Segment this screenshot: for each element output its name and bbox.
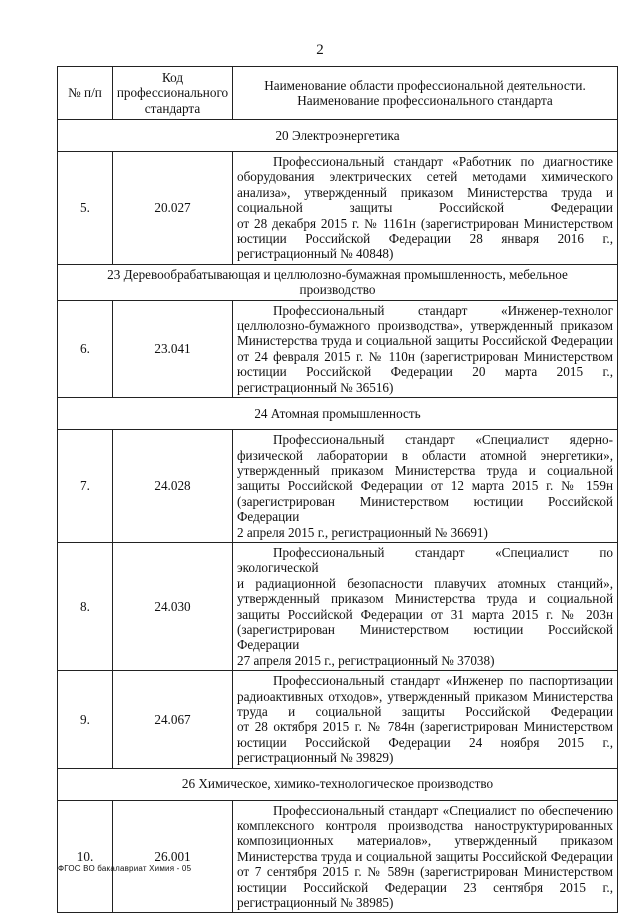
section-row: [58, 264, 618, 300]
desc-line: композиционных материалов», утвержденный приказом: [237, 833, 613, 849]
table-row: [58, 300, 618, 397]
row-number: 9.: [58, 671, 113, 768]
desc-line: (зарегистрирован Министерством юстиции Российской Федерации: [237, 621, 613, 653]
desc-line: физической лаборатории в области атомной энергетики»,: [237, 447, 613, 463]
desc-line: Профессиональный стандарт «Специалист по обеспечению: [273, 802, 613, 818]
desc-line: Профессиональный стандарт «Работник по диагностике: [273, 154, 613, 169]
desc-line: Профессиональный стандарт «Инженер по паспортизации: [273, 673, 613, 689]
page-number: 2: [316, 42, 324, 58]
standard-description: [233, 800, 618, 913]
desc-line: юстиции Российской Федерации 28 января 2016 г.,: [237, 231, 613, 247]
standard-code: 24.030: [113, 542, 233, 670]
table-header-row: [58, 67, 618, 120]
desc-line: Министерства труда и социальной защиты Российской Федерации: [237, 848, 613, 864]
standard-code: 20.027: [113, 152, 233, 265]
desc-line: оборудования электрических сетей методами химического: [237, 169, 613, 185]
desc-line: радиоактивных отходов», утвержденный приказом Министерства: [237, 688, 613, 704]
desc-line: от 7 сентября 2015 г. № 589н (зарегистрирован Министерством: [237, 864, 613, 880]
desc-line: (зарегистрирован Министерством юстиции Российской Федерации: [237, 493, 613, 525]
desc-line: утвержденный приказом Министерства труда и социальной: [237, 462, 613, 478]
standard-code: 26.001: [113, 800, 233, 913]
standard-code: 24.067: [113, 671, 233, 768]
desc-line: Министерства труда и социальной защиты Российской Федерации: [237, 333, 613, 349]
header-name-line-2: Наименование профессионального стандарта: [297, 93, 553, 108]
desc-line: Профессиональный стандарт «Специалист по экологической: [237, 544, 613, 576]
desc-line: комплексного контроля производства наноструктурированных: [237, 818, 613, 834]
row-number: 6.: [58, 300, 113, 397]
table-row: [58, 152, 618, 265]
header-name-line-1: Наименование области профессиональной деятельности.: [264, 77, 586, 93]
section-row: [58, 768, 618, 800]
row-number: 8.: [58, 542, 113, 670]
standard-description: [233, 542, 618, 670]
section-row: [58, 120, 618, 152]
standard-description: [233, 430, 618, 543]
desc-line: от 24 февраля 2015 г. № 110н (зарегистрирован Министерством: [237, 348, 613, 364]
standard-description: [233, 152, 618, 265]
desc-line: регистрационный № 39829): [237, 750, 394, 766]
desc-line: Профессиональный стандарт «Инженер-технолог: [273, 302, 613, 318]
section-title: 26 Химическое, химико-технологическое производство: [58, 768, 618, 800]
header-number: № п/п: [58, 67, 113, 120]
desc-line: анализа», утвержденный приказом Министерства труда и: [237, 184, 613, 200]
section-row: [58, 398, 618, 430]
desc-line: от 28 декабря 2015 г. № 1161н (зарегистрирован Министерством: [237, 215, 613, 231]
section-title: 23 Деревообрабатывающая и целлюлозно-бумажная промышленность, мебельное производство: [58, 264, 618, 300]
footer-label: ФГОС ВО бакалавриат Химия - 05: [58, 864, 192, 873]
section-title: 24 Атомная промышленность: [58, 398, 618, 430]
desc-line: регистрационный № 40848): [237, 246, 394, 262]
desc-line: труда и социальной защиты Российской Федерации: [237, 704, 613, 719]
table-body: [58, 120, 618, 913]
desc-line: утвержденный приказом Министерства труда и социальной: [237, 591, 613, 607]
desc-line: социальной защиты Российской Федерации: [237, 200, 613, 216]
standards-table: [57, 66, 618, 913]
desc-line: регистрационный № 38985): [237, 895, 394, 911]
desc-line: и радиационной безопасности плавучих атомных станций»,: [237, 575, 613, 591]
desc-line: регистрационный № 36516): [237, 379, 394, 395]
section-title: 20 Электроэнергетика: [58, 120, 618, 152]
desc-line: защиты Российской Федерации от 31 марта 2015 г. № 203н: [237, 606, 613, 622]
desc-line: 2 апреля 2015 г., регистрационный № 36691): [237, 524, 488, 540]
row-number: 7.: [58, 430, 113, 543]
desc-line: от 28 октября 2015 г. № 784н (зарегистрирован Министерством: [237, 719, 613, 735]
header-name: [233, 67, 618, 120]
standard-description: [233, 300, 618, 397]
table-row: [58, 671, 618, 768]
table-row: [58, 430, 618, 543]
desc-line: защиты Российской Федерации от 12 марта 2015 г. № 159н: [237, 478, 613, 494]
table-row: [58, 800, 618, 913]
row-number: 10.: [58, 800, 113, 913]
desc-line: юстиции Российской Федерации 24 ноября 2015 г.,: [237, 734, 613, 750]
table-row: [58, 542, 618, 670]
desc-line: юстиции Российской Федерации 20 марта 2015 г.,: [237, 364, 613, 380]
standard-description: [233, 671, 618, 768]
desc-line: 27 апреля 2015 г., регистрационный № 37038): [237, 652, 495, 668]
standard-code: 24.028: [113, 430, 233, 543]
desc-line: Профессиональный стандарт «Специалист ядерно-: [273, 432, 613, 448]
row-number: 5.: [58, 152, 113, 265]
standard-code: 23.041: [113, 300, 233, 397]
desc-line: юстиции Российской Федерации 23 сентября 2015 г.,: [237, 879, 613, 895]
header-code: Код профессионального стандарта: [113, 67, 233, 120]
desc-line: целлюлозно-бумажного производства», утвержденный приказом: [237, 318, 613, 334]
